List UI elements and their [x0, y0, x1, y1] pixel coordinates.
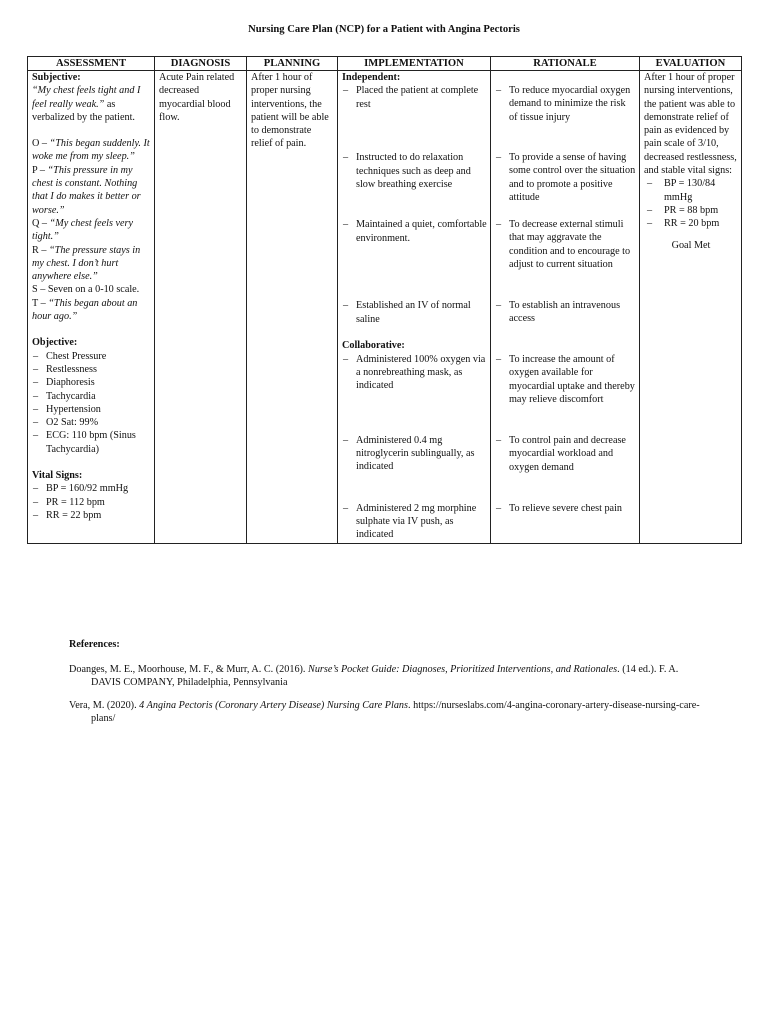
- intervention-item: – Administered 2 mg morphine sulphate via IV push, as indicated: [343, 502, 477, 541]
- oldcart-prefix: R –: [32, 244, 49, 256]
- table-row: [28, 71, 742, 544]
- oldcart-prefix: S –: [32, 284, 48, 296]
- vital-sign-item: – PR = 112 bpm: [33, 496, 105, 508]
- vital-sign-item: – BP = 160/92 mmHg: [33, 483, 129, 495]
- oldcart-item-quality: [32, 217, 151, 244]
- column-header-planning: PLANNING: [247, 57, 338, 71]
- oldcart-text: “My chest feels very tight.”: [32, 217, 133, 243]
- objective-item: – Tachycardia: [33, 390, 96, 402]
- oldcart-item-provocation: [32, 164, 151, 217]
- planning-cell: [247, 71, 338, 544]
- intervention-item: – Placed the patient at complete rest: [343, 85, 479, 110]
- diagnosis-text: Acute Pain related decreased myocardial blood flow.: [159, 72, 235, 123]
- oldcart-text: “This began suddenly. It woke me from my sleep.”: [32, 138, 150, 163]
- objective-item: – Restlessness: [33, 363, 97, 375]
- goal-status: Goal Met: [671, 239, 711, 251]
- independent-label: Independent:: [342, 72, 401, 83]
- rationale-item: – To increase the amount of oxygen available for myocardial uptake and thereby may relieve discomfort: [496, 354, 635, 405]
- references-label: References:: [69, 639, 120, 650]
- oldcart-item-region: [32, 244, 151, 284]
- care-plan-table: [27, 56, 742, 544]
- rationale-item: – To provide a sense of having some control over the situation and to promote a positive attitude: [496, 152, 636, 203]
- intervention-item: – Administered 0.4 mg nitroglycerin sublingually, as indicated: [343, 434, 475, 473]
- objective-item: – Diaphoresis: [33, 377, 95, 389]
- oldcart-prefix: T –: [32, 297, 49, 309]
- objective-item: – Chest Pressure: [33, 350, 107, 362]
- oldcart-item-onset: [32, 137, 151, 164]
- implementation-cell: [338, 71, 491, 544]
- oldcart-prefix: O –: [32, 138, 50, 150]
- column-header-evaluation: EVALUATION: [640, 57, 742, 71]
- oldcart-item-time: [32, 297, 151, 324]
- references-section: [69, 638, 709, 735]
- oldcart-prefix: Q –: [32, 217, 50, 229]
- rationale-cell: [491, 71, 640, 544]
- evaluation-vital-item: – RR = 20 bpm: [647, 218, 720, 230]
- evaluation-vital-item: – BP = 130/84 mmHg: [647, 178, 716, 203]
- oldcart-text: “This began about an hour ago.”: [32, 297, 138, 323]
- reference-item: Doanges, M. E., Moorhouse, M. F., & Murr, A. C. (2016). Nurse’s Pocket Guide: Diagnoses, Prioritized Interventions, and Rationales. (14 ed.). F. A. DAVIS COMPANY, Philadelphia, Pennsylvania: [69, 664, 679, 688]
- evaluation-cell: [640, 71, 742, 544]
- assessment-cell: [28, 71, 155, 544]
- vital-sign-item: – RR = 22 bpm: [33, 509, 102, 521]
- objective-item: – ECG: 110 bpm (Sinus Tachycardia): [33, 430, 136, 455]
- oldcart-text: “This pressure in my chest is constant. Nothing that I do makes it better or worse.”: [32, 164, 141, 216]
- planning-text: After 1 hour of proper nursing interventions, the patient will be able to demonstrate relief of pain.: [251, 72, 329, 150]
- subjective-statement: [32, 84, 151, 124]
- column-header-rationale: RATIONALE: [491, 57, 640, 71]
- collaborative-label: Collaborative:: [342, 340, 405, 352]
- oldcart-prefix: P –: [32, 164, 48, 176]
- subjective-quote: “My chest feels tight and I feel really weak.”: [32, 85, 141, 110]
- subjective-quote-attribution: as verbalized by the patient.: [32, 98, 135, 123]
- evaluation-vital-item: – PR = 88 bpm: [647, 204, 719, 216]
- intervention-item: – Administered 100% oxygen via a nonrebreathing mask, as indicated: [343, 353, 486, 392]
- column-header-diagnosis: DIAGNOSIS: [155, 57, 247, 71]
- oldcart-item-severity: [32, 283, 151, 296]
- rationale-item: – To establish an intravenous access: [496, 300, 621, 325]
- evaluation-text: After 1 hour of proper nursing interventions, the patient was able to demonstrate relief of pain as evidenced by pain scale of 3/10, decreased restlessness, and stable vital signs:: [644, 72, 737, 177]
- intervention-item: – Established an IV of normal saline: [343, 300, 471, 325]
- intervention-item: – Instructed to do relaxation techniques such as deep and slow breathing exercise: [343, 152, 471, 190]
- intervention-item: – Maintained a quiet, comfortable environment.: [343, 219, 487, 244]
- table-header-row: [28, 57, 742, 71]
- subjective-label: Subjective:: [32, 72, 81, 83]
- rationale-item: – To reduce myocardial oxygen demand to minimize the risk of tissue injury: [496, 85, 631, 123]
- oldcart-text: Seven on a 0-10 scale.: [47, 284, 140, 296]
- rationale-item: – To decrease external stimuli that may aggravate the condition and to encourage to adjust to current situation: [496, 219, 631, 270]
- rationale-item: – To relieve severe chest pain: [496, 503, 622, 514]
- column-header-assessment: ASSESSMENT: [28, 57, 155, 71]
- vital-signs-label: Vital Signs:: [32, 470, 83, 482]
- document-title: Nursing Care Plan (NCP) for a Patient with Angina Pectoris: [248, 24, 520, 35]
- column-header-implementation: IMPLEMENTATION: [338, 57, 491, 71]
- objective-item: – Hypertension: [33, 403, 101, 415]
- reference-item: Vera, M. (2020). 4 Angina Pectoris (Coronary Artery Disease) Nursing Care Plans. https://nurseslabs.com/4-angina-coronary-artery-disease-nursing-care-plans/: [69, 700, 700, 724]
- objective-item: – O2 Sat: 99%: [33, 417, 99, 429]
- objective-label: Objective:: [32, 337, 78, 349]
- rationale-item: – To control pain and decrease myocardial workload and oxygen demand: [496, 435, 626, 473]
- oldcart-text: “The pressure stays in my chest. I don’t hurt anywhere else.”: [32, 244, 141, 283]
- diagnosis-cell: [155, 71, 247, 544]
